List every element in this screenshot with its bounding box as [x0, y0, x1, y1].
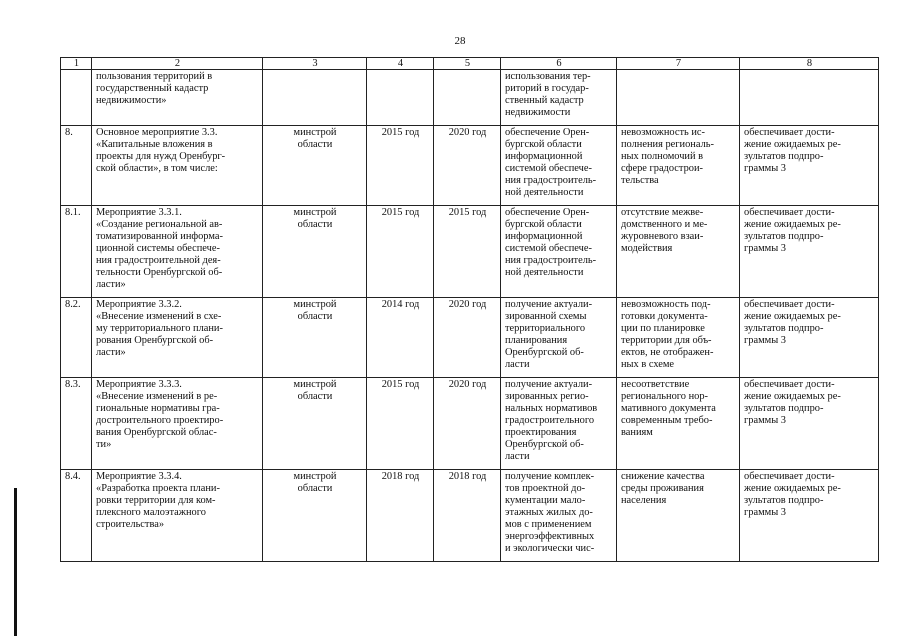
executor-cell: минстрой области	[263, 126, 367, 206]
start-year-cell	[367, 70, 434, 126]
column-number: 8	[740, 58, 879, 70]
start-year-cell: 2014 год	[367, 298, 434, 378]
executor-cell: минстрой области	[263, 206, 367, 298]
link-cell: обеспечивает дости- жение ожидаемых ре- зультатов подпро- граммы 3	[740, 378, 879, 470]
measures-table	[60, 57, 879, 562]
consequence-cell: невозможность ис- полнения региональ- ных полномочий в сфере градострои- тельства	[617, 126, 740, 206]
start-year-cell: 2018 год	[367, 470, 434, 562]
expected-result-cell: обеспечение Орен- бургской области информационной системой обеспече- ния градостроитель- ной деятельности	[501, 126, 617, 206]
end-year-cell	[434, 70, 501, 126]
executor-cell: минстрой области	[263, 298, 367, 378]
start-year-cell: 2015 год	[367, 206, 434, 298]
table-row	[61, 206, 879, 298]
table-row	[61, 298, 879, 378]
column-number: 3	[263, 58, 367, 70]
page-number: 28	[454, 35, 466, 47]
row-number-cell: 8.1.	[61, 206, 92, 298]
table-row	[61, 470, 879, 562]
executor-cell	[263, 70, 367, 126]
expected-result-cell: обеспечение Орен- бургской области информационной системой обеспече- ния градостроитель- ной деятельности	[501, 206, 617, 298]
executor-cell: минстрой области	[263, 470, 367, 562]
expected-result-cell: получение актуали- зированной схемы территориального планирования Оренбургской об- ласти	[501, 298, 617, 378]
column-number: 4	[367, 58, 434, 70]
end-year-cell: 2020 год	[434, 298, 501, 378]
measure-name-cell: Мероприятие 3.3.1. «Создание региональной ав- томатизированной информа- ционной системы обеспече- ния градостроительной дея- тельности Оренбургской об- ласти»	[92, 206, 263, 298]
row-number-cell: 8.2.	[61, 298, 92, 378]
link-cell: обеспечивает дости- жение ожидаемых ре- зультатов подпро- граммы 3	[740, 126, 879, 206]
end-year-cell: 2020 год	[434, 126, 501, 206]
column-number: 5	[434, 58, 501, 70]
measure-name-cell: пользования территорий в государственный кадастр недвижимости»	[92, 70, 263, 126]
consequence-cell: невозможность под- готовки документа- ции по планировке территории для объ- ектов, не отображен- ных в схеме	[617, 298, 740, 378]
column-number: 1	[61, 58, 92, 70]
consequence-cell: снижение качества среды проживания населения	[617, 470, 740, 562]
link-cell	[740, 70, 879, 126]
link-cell: обеспечивает дости- жение ожидаемых ре- зультатов подпро- граммы 3	[740, 298, 879, 378]
expected-result-cell: получение актуали- зированных регио- нальных нормативов градостроительного проектирования Оренбургской об- ласти	[501, 378, 617, 470]
column-number: 7	[617, 58, 740, 70]
row-number-cell: 8.4.	[61, 470, 92, 562]
scan-edge-bar	[14, 488, 17, 636]
link-cell: обеспечивает дости- жение ожидаемых ре- зультатов подпро- граммы 3	[740, 470, 879, 562]
start-year-cell: 2015 год	[367, 126, 434, 206]
measure-name-cell: Мероприятие 3.3.4. «Разработка проекта плани- ровки территории для ком- плексного малоэтажного строительства»	[92, 470, 263, 562]
row-number-cell: 8.	[61, 126, 92, 206]
start-year-cell: 2015 год	[367, 378, 434, 470]
executor-cell: минстрой области	[263, 378, 367, 470]
column-number: 2	[92, 58, 263, 70]
measure-name-cell: Основное мероприятие 3.3. «Капитальные вложения в проекты для нужд Оренбург- ской области», в том числе:	[92, 126, 263, 206]
expected-result-cell: получение комплек- тов проектной до- кументации мало- этажных жилых до- мов с применением энергоэффективных и экологически чис-	[501, 470, 617, 562]
row-number-cell: 8.3.	[61, 378, 92, 470]
link-cell: обеспечивает дости- жение ожидаемых ре- зультатов подпро- граммы 3	[740, 206, 879, 298]
expected-result-cell: использования тер- риторий в государ- ственный кадастр недвижимости	[501, 70, 617, 126]
column-number: 6	[501, 58, 617, 70]
end-year-cell: 2020 год	[434, 378, 501, 470]
table-row	[61, 70, 879, 126]
table-row	[61, 378, 879, 470]
column-number-row	[61, 58, 879, 70]
end-year-cell: 2018 год	[434, 470, 501, 562]
table-row	[61, 126, 879, 206]
consequence-cell	[617, 70, 740, 126]
consequence-cell: отсутствие межве- домственного и ме- журовневого взаи- модействия	[617, 206, 740, 298]
end-year-cell: 2015 год	[434, 206, 501, 298]
consequence-cell: несоответствие регионального нор- мативного документа современным требо- ваниям	[617, 378, 740, 470]
row-number-cell	[61, 70, 92, 126]
measure-name-cell: Мероприятие 3.3.3. «Внесение изменений в ре- гиональные нормативы гра- достроительного проектиро- вания Оренбургской облас- ти»	[92, 378, 263, 470]
measure-name-cell: Мероприятие 3.3.2. «Внесение изменений в схе- му территориального плани- рования Оренбургской об- ласти»	[92, 298, 263, 378]
